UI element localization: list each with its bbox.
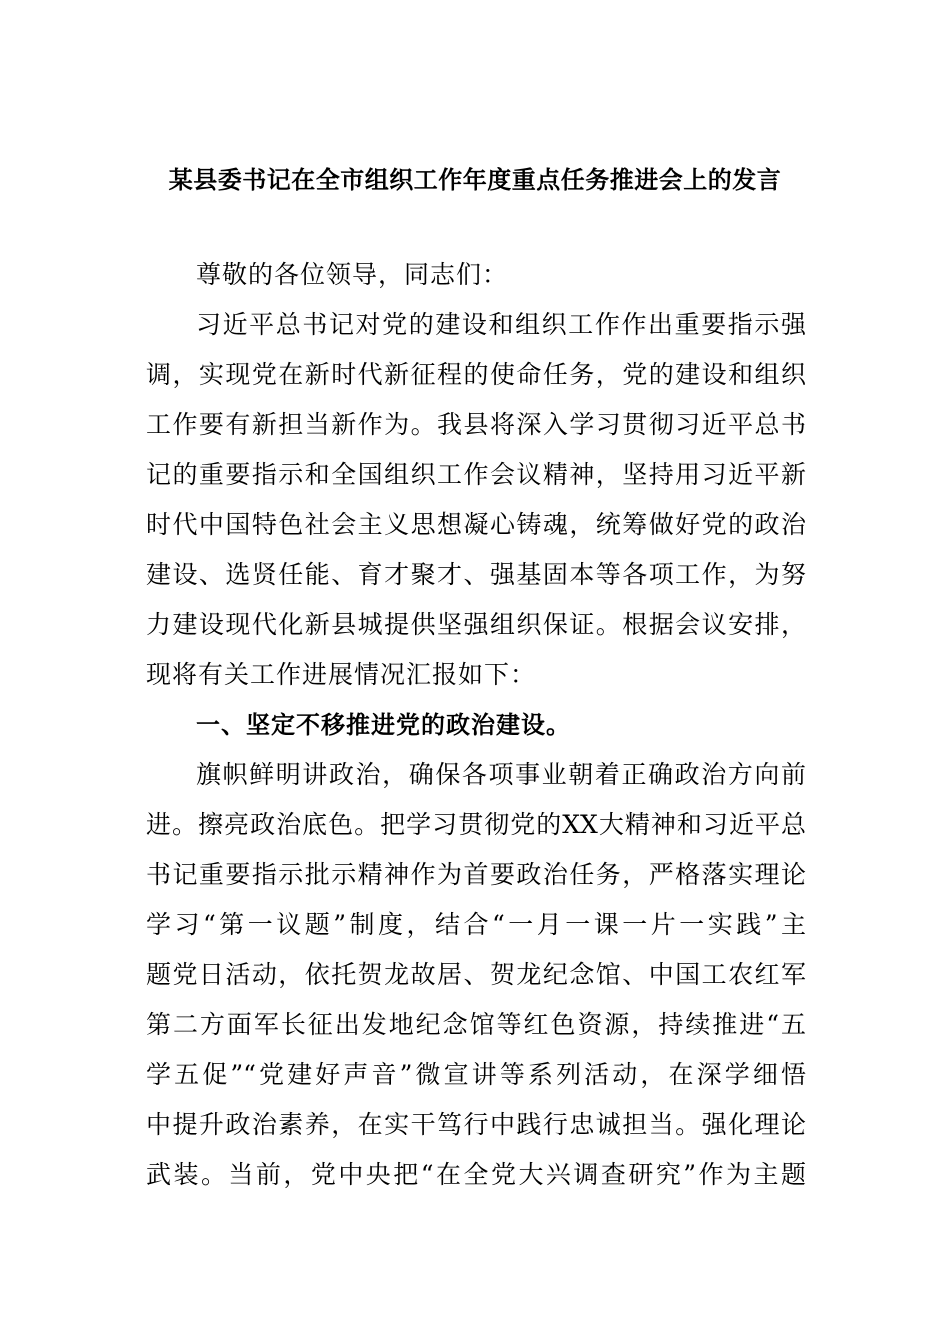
paragraph-line: 建设、选贤任能、育才聚才、强基固本等各项工作，为努 xyxy=(146,560,806,589)
document-body xyxy=(146,250,806,1200)
paragraph-line: 现将有关工作进展情况汇报如下： xyxy=(146,660,537,689)
document-title: 某县委书记在全市组织工作年度重点任务推进会上的发言 xyxy=(168,166,782,194)
paragraph-line: 第二方面军长征出发地纪念馆等红色资源，持续推进“五 xyxy=(146,1010,806,1039)
paragraph-line: 力建设现代化新县城提供坚强组织保证。根据会议安排， xyxy=(146,610,806,639)
section-heading: 一、坚定不移推进党的政治建设。 xyxy=(196,711,571,739)
paragraph-line: 调，实现党在新时代新征程的使命任务，党的建设和组织 xyxy=(146,360,806,389)
paragraph-line: 题党日活动，依托贺龙故居、贺龙纪念馆、中国工农红军 xyxy=(146,960,806,989)
paragraph-line: 学习“第一议题”制度，结合“一月一课一片一实践”主 xyxy=(146,910,806,939)
paragraph-line: 习近平总书记对党的建设和组织工作作出重要指示强 xyxy=(196,310,806,339)
paragraph-line: 记的重要指示和全国组织工作会议精神，坚持用习近平新 xyxy=(146,460,806,489)
paragraph-line: 书记重要指示批示精神作为首要政治任务，严格落实理论 xyxy=(146,860,806,889)
salutation: 尊敬的各位领导，同志们： xyxy=(196,260,509,289)
paragraph-line: 进。擦亮政治底色。把学习贯彻党的XX大精神和习近平总 xyxy=(146,810,806,839)
paragraph-line: 学五促”“党建好声音”微宣讲等系列活动，在深学细悟 xyxy=(146,1060,806,1089)
paragraph-line: 旗帜鲜明讲政治，确保各项事业朝着正确政治方向前 xyxy=(196,760,806,789)
paragraph-line: 武装。当前，党中央把“在全党大兴调查研究”作为主题 xyxy=(146,1160,806,1189)
paragraph-line: 中提升政治素养，在实干笃行中践行忠诚担当。强化理论 xyxy=(146,1110,806,1139)
paragraph-line: 工作要有新担当新作为。我县将深入学习贯彻习近平总书 xyxy=(146,410,806,439)
paragraph-line: 时代中国特色社会主义思想凝心铸魂，统筹做好党的政治 xyxy=(146,510,806,539)
